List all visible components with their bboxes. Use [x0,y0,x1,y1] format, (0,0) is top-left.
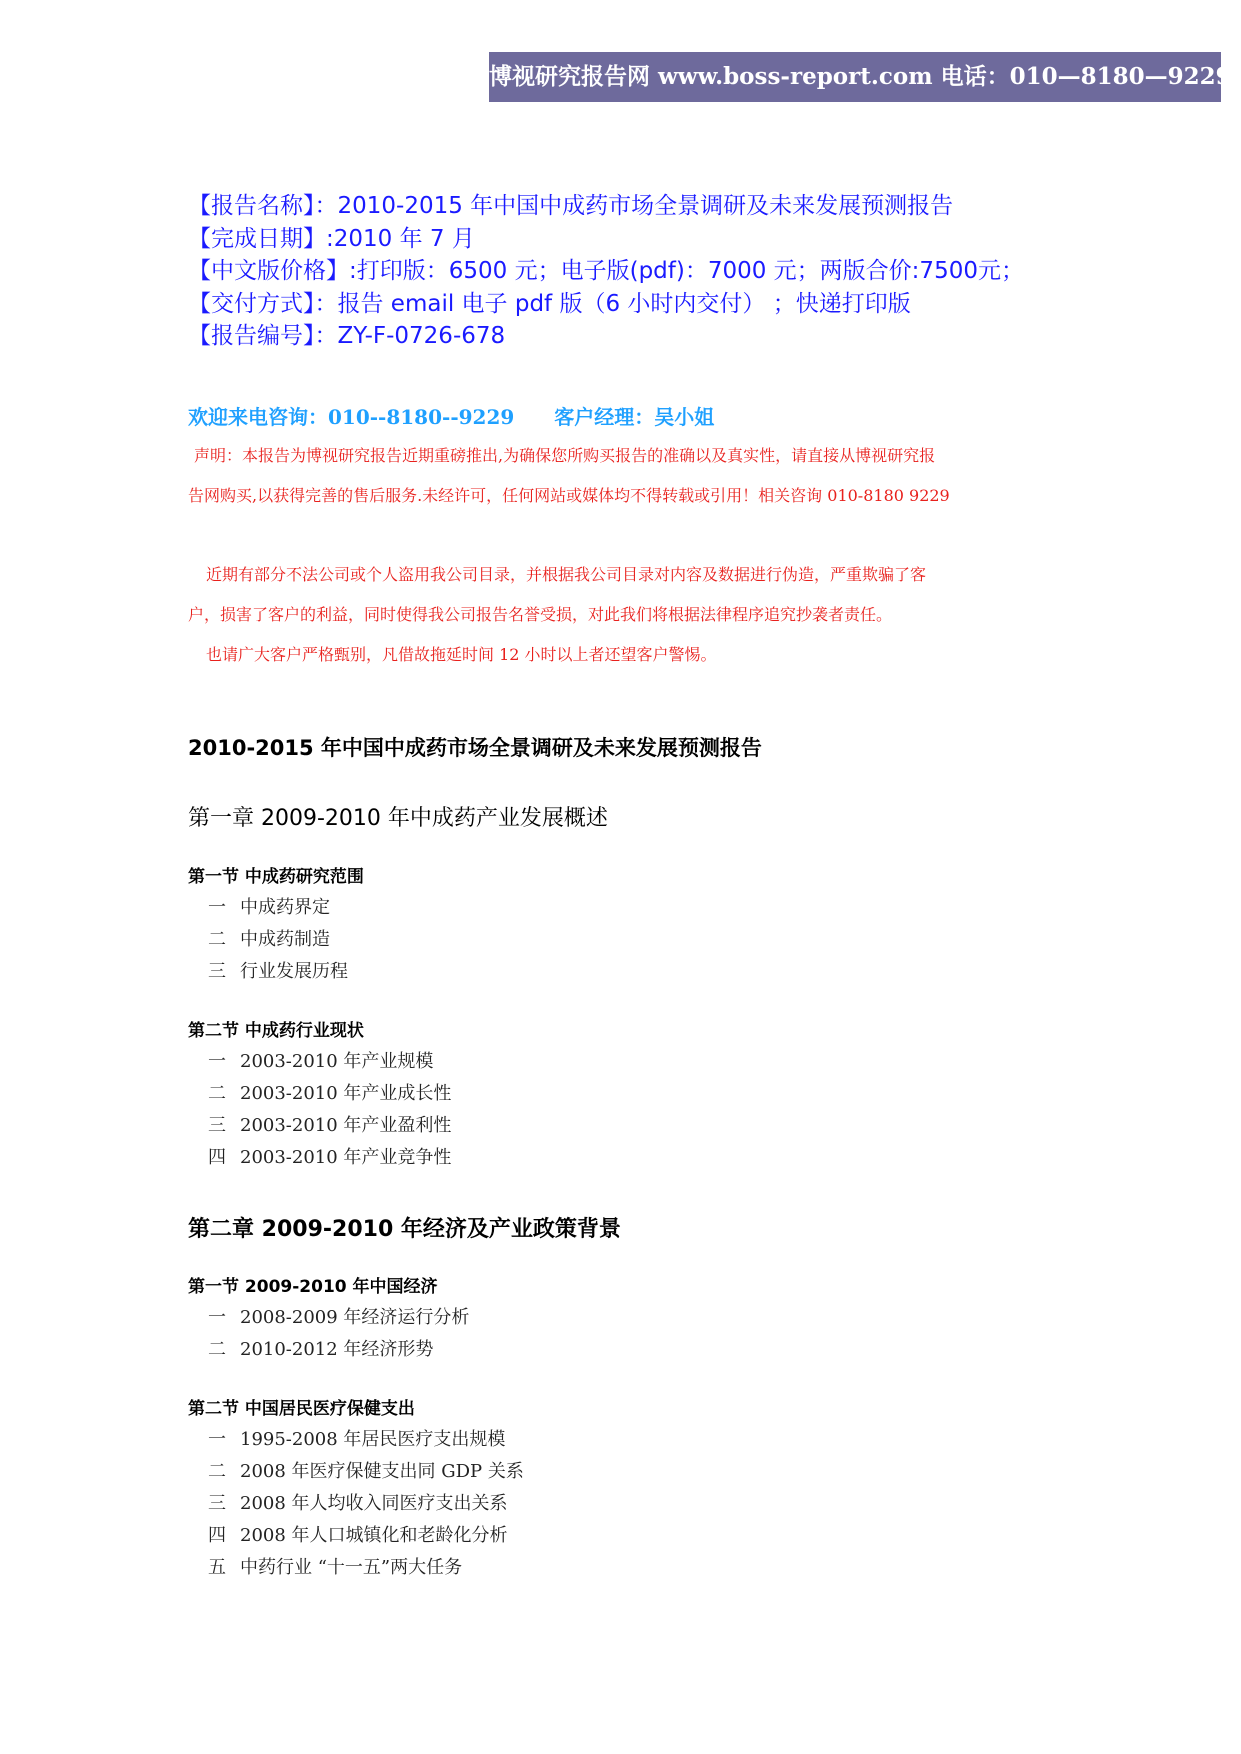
item-number: 三 [208,961,226,982]
warning-line: 户，损害了客户的利益，同时使得我公司报告名誉受损，对此我们将根据法律程序追究抄袭者责任。 [188,605,893,624]
warning-paragraph [188,555,1058,675]
item-text: 2010-2012 年经济形势 [240,1339,434,1360]
item-text: 中药行业 “十一五”两大任务 [240,1557,463,1578]
toc-item [208,1335,433,1361]
warning-line: 也请广大客户严格甄别，凡借故拖延时间 12 小时以上者还望客户警惕。 [206,645,717,664]
delivery-method: 【交付方式】：报告 email 电子 pdf 版（6 小时内交付） ；快递打印版 [188,290,911,317]
toc-item [208,1111,451,1137]
toc-item [208,1489,508,1515]
item-number: 一 [208,1307,226,1328]
item-number: 二 [208,1339,226,1360]
item-text: 中成药界定 [240,897,330,918]
statement-line: 声明：本报告为博视研究报告近期重磅推出,为确保您所购买报告的准确以及真实性，请直接从博视研究报 [194,446,936,465]
item-text: 2003-2010 年产业成长性 [240,1083,452,1104]
item-text: 2008 年人口城镇化和老龄化分析 [240,1525,508,1546]
contact-phone: 欢迎来电咨询：010--8180--9229 [188,405,515,429]
toc-item [208,893,330,919]
item-text: 2008-2009 年经济运行分析 [240,1307,470,1328]
toc-item [208,1047,433,1073]
toc-item [208,1553,462,1579]
item-text: 中成药制造 [240,929,330,950]
toc-item [208,925,330,951]
item-number: 五 [208,1557,226,1578]
item-text: 2003-2010 年产业规模 [240,1051,434,1072]
toc-item [208,1303,469,1329]
item-number: 一 [208,897,226,918]
toc-item [208,1425,505,1451]
toc-item [208,1079,451,1105]
header-banner: 博视研究报告网 www.boss-report.com 电话：010—8180—9229 [489,52,1221,102]
report-title: 2010-2015 年中国中成药市场全景调研及未来发展预测报告 [188,736,762,760]
item-number: 四 [208,1525,226,1546]
chapter-title: 第一章 2009-2010 年中成药产业发展概述 [188,806,608,831]
price-info: 【中文版价格】:打印版：6500 元；电子版(pdf)：7000 元；两版合价:7500元； [188,258,1024,284]
item-number: 三 [208,1493,226,1514]
report-number: 【报告编号】：ZY-F-0726-678 [188,323,506,349]
account-manager: 客户经理：吴小姐 [554,405,715,429]
section-title: 第一节 2009-2010 年中国经济 [188,1277,438,1297]
item-number: 三 [208,1115,226,1136]
item-text: 行业发展历程 [240,961,348,982]
toc-item [208,957,348,983]
item-number: 二 [208,1461,226,1482]
item-number: 一 [208,1051,226,1072]
item-text: 2008 年人均收入同医疗支出关系 [240,1493,508,1514]
section-title: 第二节 中国居民医疗保健支出 [188,1399,415,1419]
report-name: 【报告名称】：2010-2015 年中国中成药市场全景调研及未来发展预测报告 [188,193,954,219]
item-text: 2008 年医疗保健支出同 GDP 关系 [240,1461,524,1482]
chapter-title: 第二章 2009-2010 年经济及产业政策背景 [188,1217,621,1242]
item-text: 2003-2010 年产业盈利性 [240,1115,452,1136]
item-number: 一 [208,1429,226,1450]
item-number: 二 [208,929,226,950]
warning-line: 近期有部分不法公司或个人盗用我公司目录，并根据我公司目录对内容及数据进行伪造，严重欺骗了客 [206,565,927,584]
item-number: 二 [208,1083,226,1104]
section-title: 第一节 中成药研究范围 [188,867,364,887]
toc-item [208,1457,524,1483]
toc-item [208,1521,508,1547]
report-info-block [188,190,1024,353]
item-text: 2003-2010 年产业竞争性 [240,1147,452,1168]
item-text: 1995-2008 年居民医疗支出规模 [240,1429,506,1450]
statement-paragraph [188,436,1058,516]
statement-line: 告网购买,以获得完善的售后服务.未经许可，任何网站或媒体均不得转载或引用！相关咨询 010-8180 9229 [188,486,950,505]
item-number: 四 [208,1147,226,1168]
toc-item [208,1143,451,1169]
section-title: 第二节 中成药行业现状 [188,1021,364,1041]
completion-date: 【完成日期】:2010 年 7 月 [188,225,475,252]
contact-line [188,401,714,430]
